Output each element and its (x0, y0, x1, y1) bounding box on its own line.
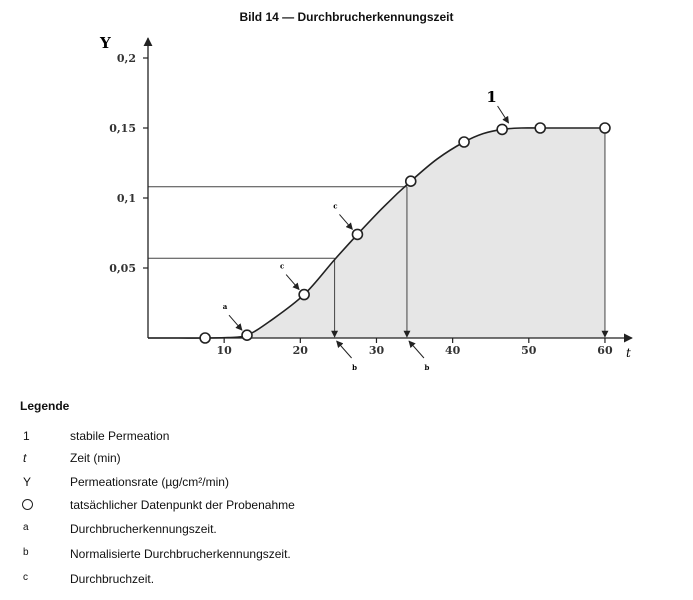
legend-text: Normalisierte Durchbrucherkennungszeit. (70, 547, 291, 561)
x-tick-label: 30 (368, 344, 385, 357)
x-axis-label: t (626, 346, 631, 360)
annotation-arrow (229, 315, 242, 330)
data-point (497, 124, 507, 134)
annotation-arrow (339, 214, 352, 229)
y-axis-label: Y (100, 34, 111, 52)
x-tick-label: 50 (521, 344, 537, 357)
legend-symbol: c (23, 572, 28, 583)
data-point (200, 333, 210, 343)
data-point (299, 290, 309, 300)
data-point (406, 176, 416, 186)
annotation-label: c (279, 261, 285, 271)
legend-text: Zeit (min) (70, 451, 121, 465)
annotation-arrow (409, 341, 424, 358)
legend-item (0, 572, 693, 588)
legend-item (0, 429, 693, 445)
annotation-label: c (333, 201, 338, 211)
x-tick-label: 40 (444, 344, 461, 357)
permeation-area (247, 128, 605, 338)
legend-text: Durchbrucherkennungszeit. (70, 522, 217, 536)
annotation-label: b (424, 363, 430, 372)
legend-heading: Legende (20, 399, 70, 413)
x-tick-label: 10 (216, 344, 232, 357)
annotation-arrow (337, 341, 352, 358)
legend-text: Durchbruchzeit. (70, 572, 155, 586)
y-tick-label: 0,15 (109, 122, 136, 135)
legend-symbol: b (23, 547, 29, 558)
annotation-arrow (498, 106, 509, 123)
data-point (352, 229, 362, 239)
annotation-label: b (352, 363, 358, 372)
legend-item (0, 547, 693, 563)
legend-item (0, 498, 693, 514)
annotation-label: 1 (486, 88, 497, 106)
figure-title: Bild 14 — Durchbrucherkennungszeit (239, 10, 454, 24)
legend-text: stabile Permeation (70, 429, 170, 443)
data-point (459, 137, 469, 147)
legend-symbol: t (23, 451, 27, 465)
x-tick-label: 20 (292, 344, 308, 357)
legend-item (0, 451, 693, 467)
legend-symbol: Y (23, 475, 32, 489)
legend-item (0, 475, 693, 491)
legend-text: tatsächlicher Datenpunkt der Probenahme (70, 498, 295, 512)
annotation-arrow (286, 275, 299, 290)
y-tick-label: 0,2 (116, 52, 136, 65)
legend-symbol: 1 (23, 429, 30, 443)
annotation-label: a (222, 302, 228, 312)
legend-item (0, 522, 693, 538)
data-point (600, 123, 610, 133)
legend-text: Permeationsrate (µg/cm²/min) (70, 475, 229, 489)
x-tick-label: 60 (597, 344, 613, 357)
legend-symbol: a (23, 522, 29, 533)
y-tick-label: 0,1 (116, 192, 136, 205)
data-point (242, 330, 252, 340)
circle-icon (22, 499, 33, 510)
y-tick-label: 0,05 (109, 262, 136, 275)
data-point (535, 123, 545, 133)
y-ticks (109, 52, 148, 275)
